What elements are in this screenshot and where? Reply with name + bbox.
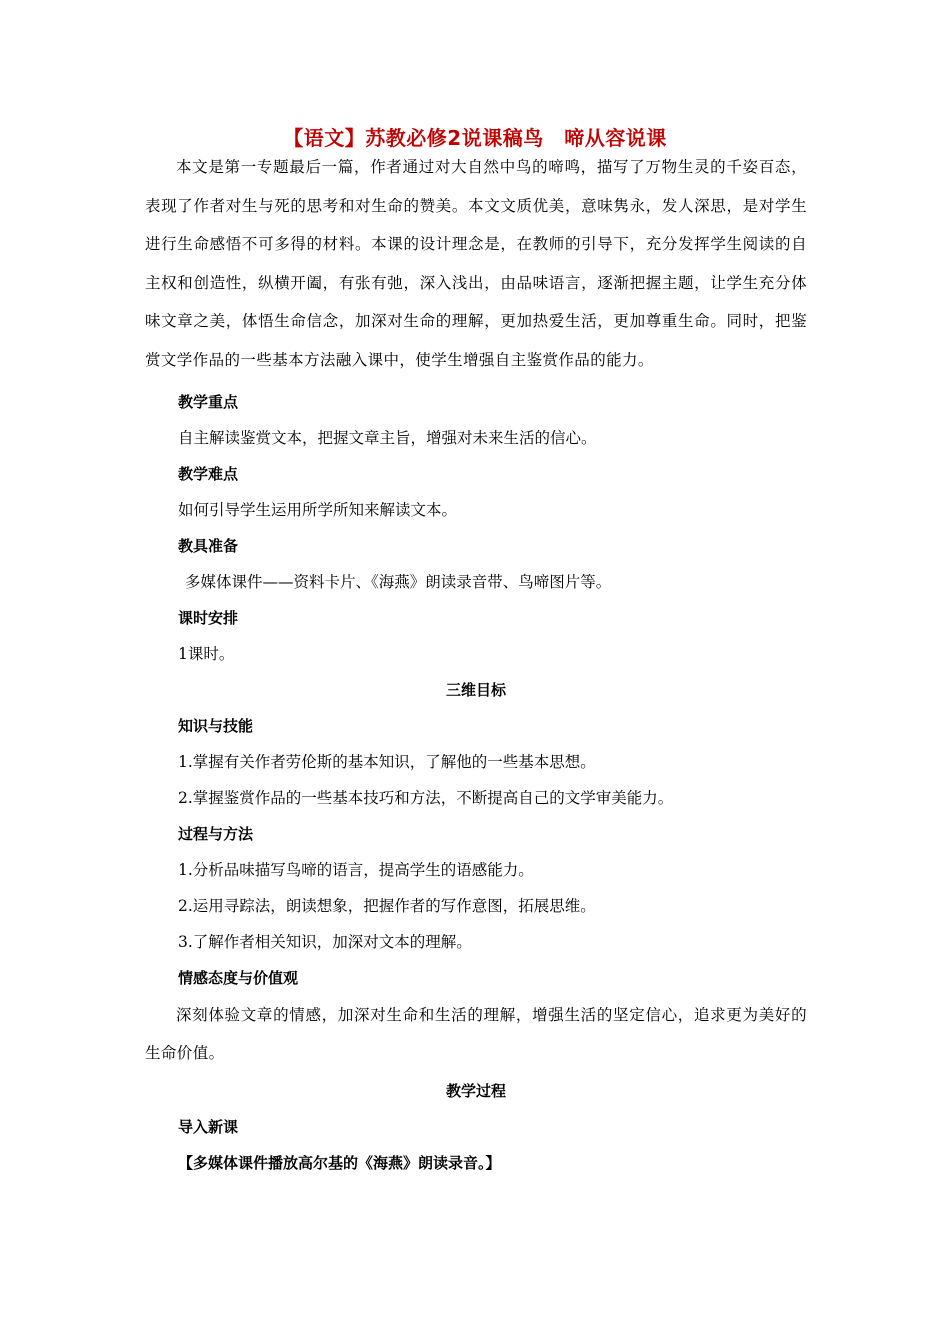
intro-lesson-heading: 导入新课 — [178, 1117, 239, 1136]
document-body — [145, 148, 807, 1181]
document-title: 【语文】苏教必修2说课稿鸟 啼从容说课 — [283, 126, 667, 150]
materials-heading: 教具准备 — [178, 536, 239, 555]
process-item-3: 3.了解作者相关知识，加深对文本的理解。 — [178, 932, 472, 951]
materials-text: 多媒体课件——资料卡片、《海燕》朗读录音带、鸟啼图片等。 — [185, 572, 612, 591]
knowledge-item-1: 1.掌握有关作者劳伦斯的基本知识，了解他的一些基本思想。 — [178, 752, 596, 771]
key-points-text: 自主解读鉴赏文本，把握文章主旨，增强对未来生活的信心。 — [178, 428, 597, 447]
process-item-2: 2.运用寻踪法，朗读想象，把握作者的写作意图，拓展思维。 — [178, 896, 596, 915]
attitude-text: 深刻体验文章的情感，加深对生命和生活的理解，增强生活的坚定信心，追求更为美好的生命价值。 — [145, 1005, 807, 1063]
schedule-heading: 课时安排 — [178, 608, 239, 627]
difficulties-text: 如何引导学生运用所学所知来解读文本。 — [178, 500, 458, 519]
intro-lesson-text: 【多媒体课件播放高尔基的《海燕》朗读录音。】 — [178, 1153, 501, 1172]
process-item-1: 1.分析品味描写鸟啼的语言，提高学生的语感能力。 — [178, 860, 534, 879]
key-points-heading: 教学重点 — [178, 392, 239, 411]
difficulties-heading: 教学难点 — [178, 464, 239, 483]
attitude-heading: 情感态度与价值观 — [178, 968, 299, 987]
knowledge-item-2: 2.掌握鉴赏作品的一些基本技巧和方法，不断提高自己的文学审美能力。 — [178, 788, 674, 807]
intro-paragraph: 本文是第一专题最后一篇，作者通过对大自然中鸟的啼鸣，描写了万物生灵的千姿百态，表现了作者对生与死的思考和对生命的赞美。本文文质优美，意味隽永，发人深思，是对学生进行生命感悟不可多得的材料。本课的设计理念是，在教师的引导下，充分发挥学生阅读的自主权和创造性，纵横开阖，有张有弛，深入浅出，由品味语言，逐渐把握主题，让学生充分体味文章之美，体悟生命信念，加深对生命的理解，更加热爱生活，更加尊重生命。同时，把鉴赏文学作品的一些基本方法融入课中，使学生增强自主鉴赏作品的能力。 — [145, 158, 807, 369]
schedule-text: 1课时。 — [178, 644, 235, 663]
objectives-heading: 三维目标 — [445, 680, 506, 699]
process-heading: 过程与方法 — [178, 824, 254, 843]
knowledge-heading: 知识与技能 — [178, 716, 254, 735]
teaching-process-heading: 教学过程 — [445, 1081, 506, 1100]
